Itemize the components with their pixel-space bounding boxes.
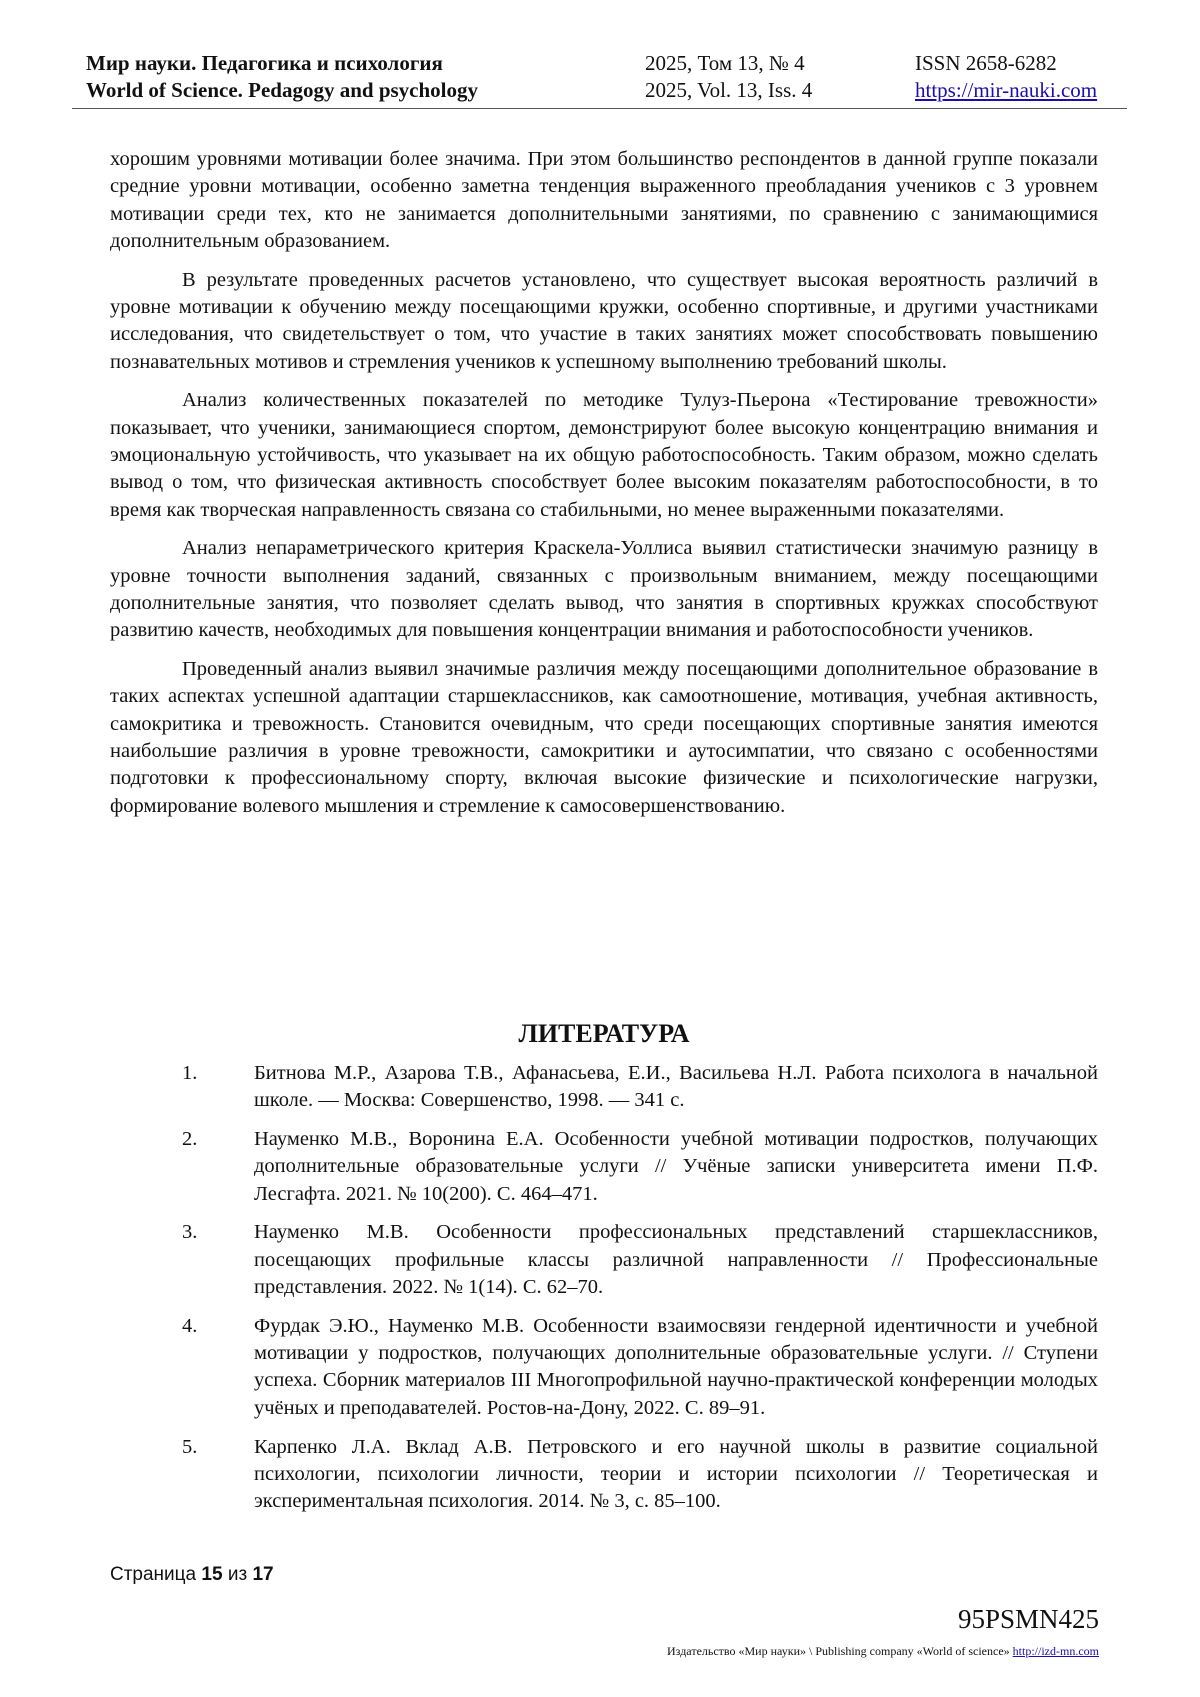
reference-text: Фурдак Э.Ю., Науменко М.В. Особенности взаимосвязи гендерной идентичности и учебной мотивации у подростков, получающих дополнительные образовательные услуги. // Ступени успеха. Сборник материалов III Многопрофильной научно-практической конференции молодых учёных и преподавателей. Ростов-на-Дону, 2022. С. 89–91.: [254, 1314, 1098, 1419]
journal-ids: [915, 50, 1097, 104]
body-paragraph: Анализ непараметрического критерия Краскела-Уоллиса выявил статистически значимую разницу в уровне точности выполнения заданий, связанных с произвольным вниманием, между посещающими дополнительные занятия, что позволяет сделать вывод, что занятия в спортивных кружках способствуют развитию качеств, необходимых для повышения концентрации внимания и работоспособности учеников.: [110, 537, 1098, 642]
body-paragraph: В результате проведенных расчетов установлено, что существует высокая вероятность различий в уровне мотивации к обучению между посещающими кружки, особенно спортивные, и другими участниками исследования, что свидетельствует о том, что участие в таких занятиях может способствовать повышению познавательных мотивов и стремления учеников к успешному выполнению требований школы.: [110, 268, 1098, 373]
journal-title: [86, 50, 478, 104]
body-paragraph: хорошим уровнями мотивации более значима. При этом большинство респондентов в данной группе показали средние уровни мотивации, особенно заметна тенденция выраженного преобладания учеников с 3 уровнем мотивации среди тех, кто не занимается дополнительными занятиями, по сравнению с занимающимися дополнительным образованием.: [110, 148, 1098, 252]
issue-ru: 2025, Том 13, № 4: [645, 51, 805, 75]
page-label: Страница: [110, 1564, 197, 1585]
publisher-text: Издательство «Мир науки» \ Publishing company «World of science»: [667, 1644, 1010, 1658]
page-total: 17: [252, 1564, 274, 1585]
reference-item: [110, 1219, 1098, 1301]
reference-text: Науменко М.В. Особенности профессиональных представлений старшеклассников, посещающих профильные классы различной направленности // Профессиональные представления. 2022. № 1(14). С. 62–70.: [254, 1221, 1098, 1299]
journal-title-en: World of Science. Pedagogy and psychology: [86, 78, 479, 102]
body-paragraph: Анализ количественных показателей по методике Тулуз-Пьерона «Тестирование тревожности» показывает, что ученики, занимающиеся спортом, демонстрируют более высокую концентрацию внимания и эмоциональную устойчивость, что указывает на их общую работоспособность. Таким образом, можно сделать вывод о том, что физическая активность способствует более высоким показателям работоспособности, в то время как творческая направленность связана со стабильными, но менее выраженными показателями.: [110, 389, 1098, 521]
reference-number: 2.: [182, 1128, 198, 1151]
journal-url-link[interactable]: https://mir-nauki.com: [915, 78, 1098, 102]
reference-text: Битнова М.Р., Азарова Т.В., Афанасьева, Е.И., Васильева Н.Л. Работа психолога в начальной школе. — Москва: Совершенство, 1998. — 341 с.: [254, 1062, 1098, 1112]
reference-item: [110, 1060, 1098, 1115]
page-of: из: [227, 1564, 248, 1585]
publisher-line: [667, 1644, 1099, 1659]
reference-number: 3.: [182, 1221, 198, 1244]
reference-number: 4.: [182, 1314, 198, 1337]
reference-item: [110, 1434, 1098, 1516]
references-heading: ЛИТЕРАТУРА: [518, 1019, 690, 1048]
references-list: [110, 1060, 1098, 1527]
reference-number: 5.: [182, 1435, 198, 1458]
issue-info: [645, 50, 812, 104]
page-current: 15: [201, 1564, 223, 1585]
article-code: 95PSMN425: [957, 1604, 1099, 1634]
publisher-url-link[interactable]: http://izd-mn.com: [1012, 1644, 1099, 1658]
reference-text: Карпенко Л.А. Вклад А.В. Петровского и его научной школы в развитие социальной психологии, психологии личности, теории и истории психологии // Теоретическая и экспериментальная психология. 2014. № 3, с. 85–100.: [254, 1435, 1098, 1513]
article-body: [110, 146, 1098, 831]
reference-number: 1.: [182, 1062, 198, 1084]
reference-text: Науменко М.В., Воронина Е.А. Особенности учебной мотивации подростков, получающих дополнительные образовательные услуги // Учёные записки университета имени П.Ф. Лесгафта. 2021. № 10(200). С. 464–471.: [254, 1128, 1098, 1205]
issue-en: 2025, Vol. 13, Iss. 4: [645, 78, 813, 102]
reference-item: [110, 1126, 1098, 1208]
body-paragraph: Проведенный анализ выявил значимые различия между посещающими дополнительное образование в таких аспектах успешной адаптации старшеклассников, как самоотношение, мотивация, учебная активность, самокритика и тревожность. Становится очевидным, что среди посещающих спортивные занятия имеются наибольшие различия в уровне тревожности, самокритики и аутосимпатии, что связано с особенностями подготовки к профессиональному спорту, включая высокие физические и психологические нагрузки, формирование волевого мышления и стремление к самосовершенствованию.: [110, 658, 1098, 817]
page-number: [110, 1563, 274, 1587]
page-header: [72, 50, 1127, 109]
journal-title-ru: Мир науки. Педагогика и психология: [86, 51, 443, 75]
reference-item: [110, 1313, 1098, 1422]
issn: ISSN 2658-6282: [915, 51, 1057, 75]
